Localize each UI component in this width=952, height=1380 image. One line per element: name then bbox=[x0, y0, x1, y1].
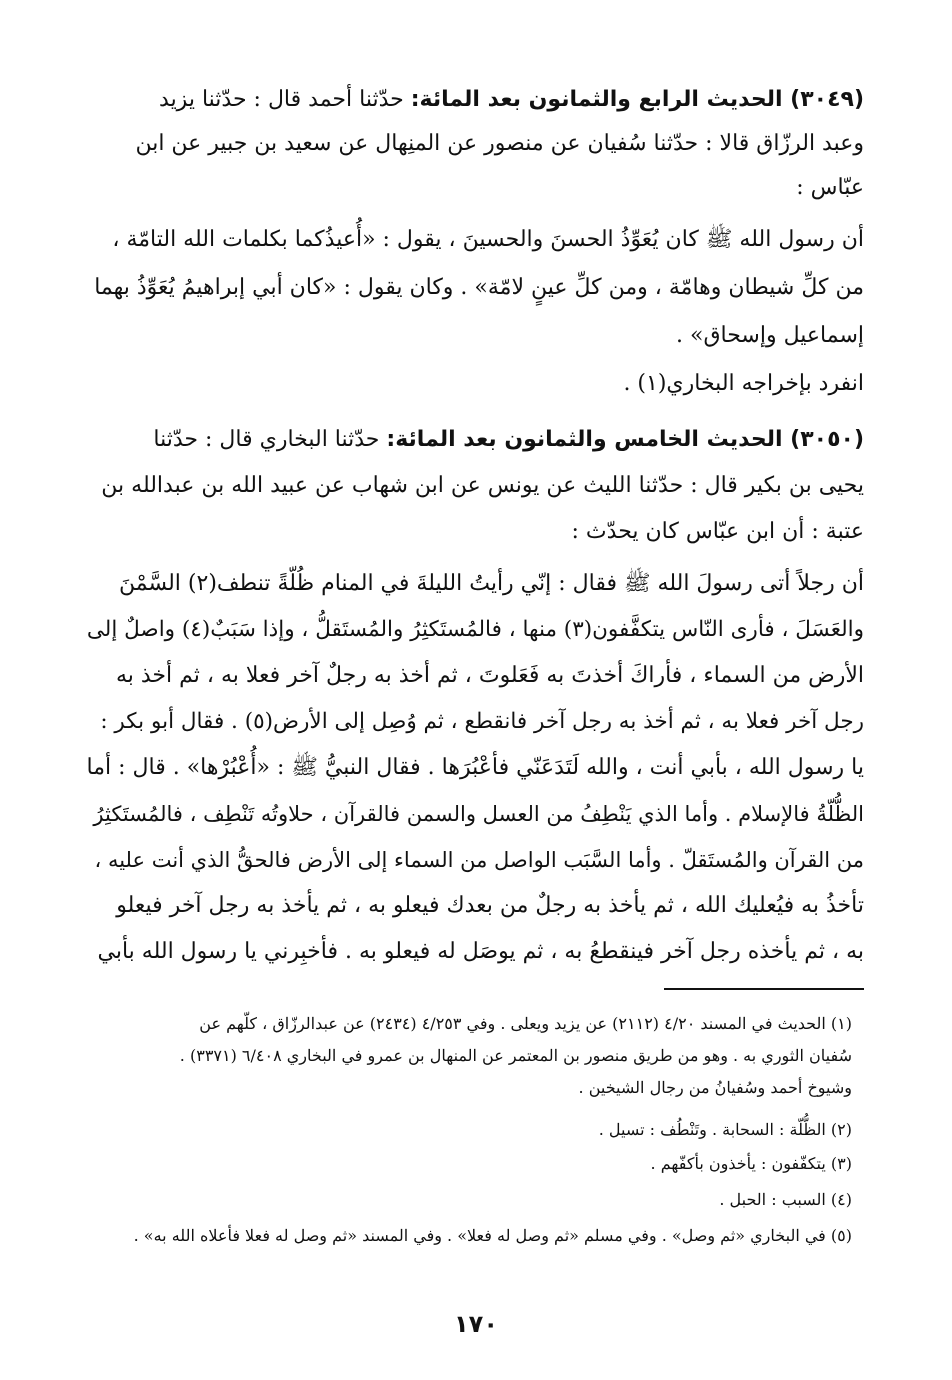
hadith-3050-line-12: به ، ثم يأخذه رجل آخر فينقطعُ به ، ثم يوصَل له فيعلو به . فأخبِرني يا رسول الله بأبي bbox=[97, 939, 864, 964]
hadith-3050-line-2: يحيى بن بكير قال : حدّثنا الليث عن يونس عن ابن شهاب عن عبيد الله بن عبدالله بن bbox=[101, 473, 864, 498]
hadith-3049-line-5: من كلِّ شيطان وهامّة ، ومن كلِّ عينٍ لامّة» . وكان يقول : «كان أبي إبراهيمُ يُعَوِّذُ بهما bbox=[94, 275, 864, 300]
footnote-5: (٥) في البخاري «ثم وصل» . وفي مسلم «ثم وصل له فعلا» . وفي المسند «ثم وصل له فعلا فأعلاه الله به» . bbox=[133, 1226, 852, 1245]
hadith-3049-line-1 bbox=[88, 76, 864, 124]
hadith-3050-line-6: الأرض من السماء ، فأراكَ أخذتَ به فَعَلوتَ ، ثم أخذ به رجلٌ آخر فعلا به ، ثم أخذ به bbox=[115, 663, 864, 688]
footnote-1-line-2: سُفيان الثوري به . وهو من طريق منصور بن المعتمر عن المنهال بن عمرو في البخاري ٦/٤٠٨ (٣٣٧١) . bbox=[179, 1046, 852, 1065]
hadith-3049-line-3: عبّاس : bbox=[796, 175, 864, 200]
hadith-3050-line-10: من القرآن والمُستَقلّ . وأما السَّبَب الواصل من السماء إلى الأرض فالحقُّ الذي أنت عليه ، bbox=[94, 848, 864, 872]
hadith-3049-line-6: إسماعيل وإسحاق» . bbox=[676, 323, 864, 348]
footnote-2: (٢) الظُّلّة : السحابة . وتَنْطُف : تسيل . bbox=[598, 1120, 852, 1139]
footnote-3: (٣) يتكفّفون : يأخذون بأكفّهم . bbox=[650, 1154, 852, 1173]
hadith-3050-line-9: الظُّلّةُ فالإسلام . وأما الذي يَنْطِفُ من العسل والسمن فالقرآن ، حلاوتُه تَنْطِف ، فالمُستَكثِرُ bbox=[93, 802, 864, 826]
hadith-3050-heading: (٣٠٥٠) الحديث الخامس والثمانون بعد المائة: bbox=[386, 427, 864, 452]
page-number: ١٧٠ bbox=[454, 1310, 498, 1338]
hadith-3050-line-8: يا رسول الله ، بأبي أنت ، والله لَتَدَعَنّي فأعْبُرَها . فقال النبيُّ ﷺ : «أُعْبُرْها» . قال : أما bbox=[86, 755, 864, 780]
footnote-separator bbox=[664, 988, 864, 990]
footnote-1-line-3: وشيوخ أحمد وسُفيانُ من رجال الشيخين . bbox=[578, 1078, 852, 1097]
hadith-3050-line-3: عتبة : أن ابن عبّاس كان يحدّث : bbox=[571, 519, 864, 544]
hadith-3049-line-7: انفرد بإخراجه البخاري(١) . bbox=[623, 371, 864, 396]
hadith-3050-line-5: والعَسَلَ ، فأرى النّاس يتكفَّفون(٣) منها ، فالمُستَكثِرُ والمُستَقلُّ ، وإذا سَبَبٌ(٤) واصلٌ إلى bbox=[86, 617, 864, 642]
hadith-3050-line-1 bbox=[88, 416, 864, 464]
footnote-1-line-1: (١) الحديث في المسند ٤/٢٠ (٢١١٢) عن يزيد ويعلى . وفي ٤/٢٥٣ (٢٤٣٤) عن عبدالرزّاق ، كلّهم عن bbox=[199, 1014, 852, 1033]
hadith-3050-line-11: تأخذُ به فيُعليك الله ، ثم يأخذ به رجلٌ من بعدك فيعلو به ، ثم يأخذ به رجل آخر فيعلو bbox=[116, 893, 864, 918]
hadith-3049-heading: (٣٠٤٩) الحديث الرابع والثمانون بعد المائة: bbox=[410, 87, 864, 112]
footnote-4: (٤) السبب : الحبل . bbox=[719, 1190, 852, 1209]
hadith-3050-isnad-start: حدّثنا البخاري قال : حدّثنا bbox=[153, 427, 380, 452]
hadith-3050-line-7: رجل آخر فعلا به ، ثم أخذ به رجل آخر فانقطع ، ثم وُصِل إلى الأرض(٥) . فقال أبو بكر : bbox=[100, 709, 864, 734]
hadith-3049-line-4: أن رسول الله ﷺ كان يُعَوِّذُ الحسنَ والحسينَ ، يقول : «أُعيذُكما بكلمات الله التامّة ، bbox=[112, 227, 864, 252]
hadith-3049-isnad-start: حدّثنا أحمد قال : حدّثنا يزيد bbox=[159, 87, 404, 112]
hadith-3050-line-4: أن رجلاً أتى رسولَ الله ﷺ فقال : إنّي رأيتُ الليلةَ في المنام ظُلّةً تنطف(٢) السَّمْنَ bbox=[119, 571, 864, 596]
hadith-3049-line-2: وعبد الرزّاق قالا : حدّثنا سُفيان عن منصور عن المنِهال عن سعيد بن جبير عن ابن bbox=[135, 131, 864, 156]
